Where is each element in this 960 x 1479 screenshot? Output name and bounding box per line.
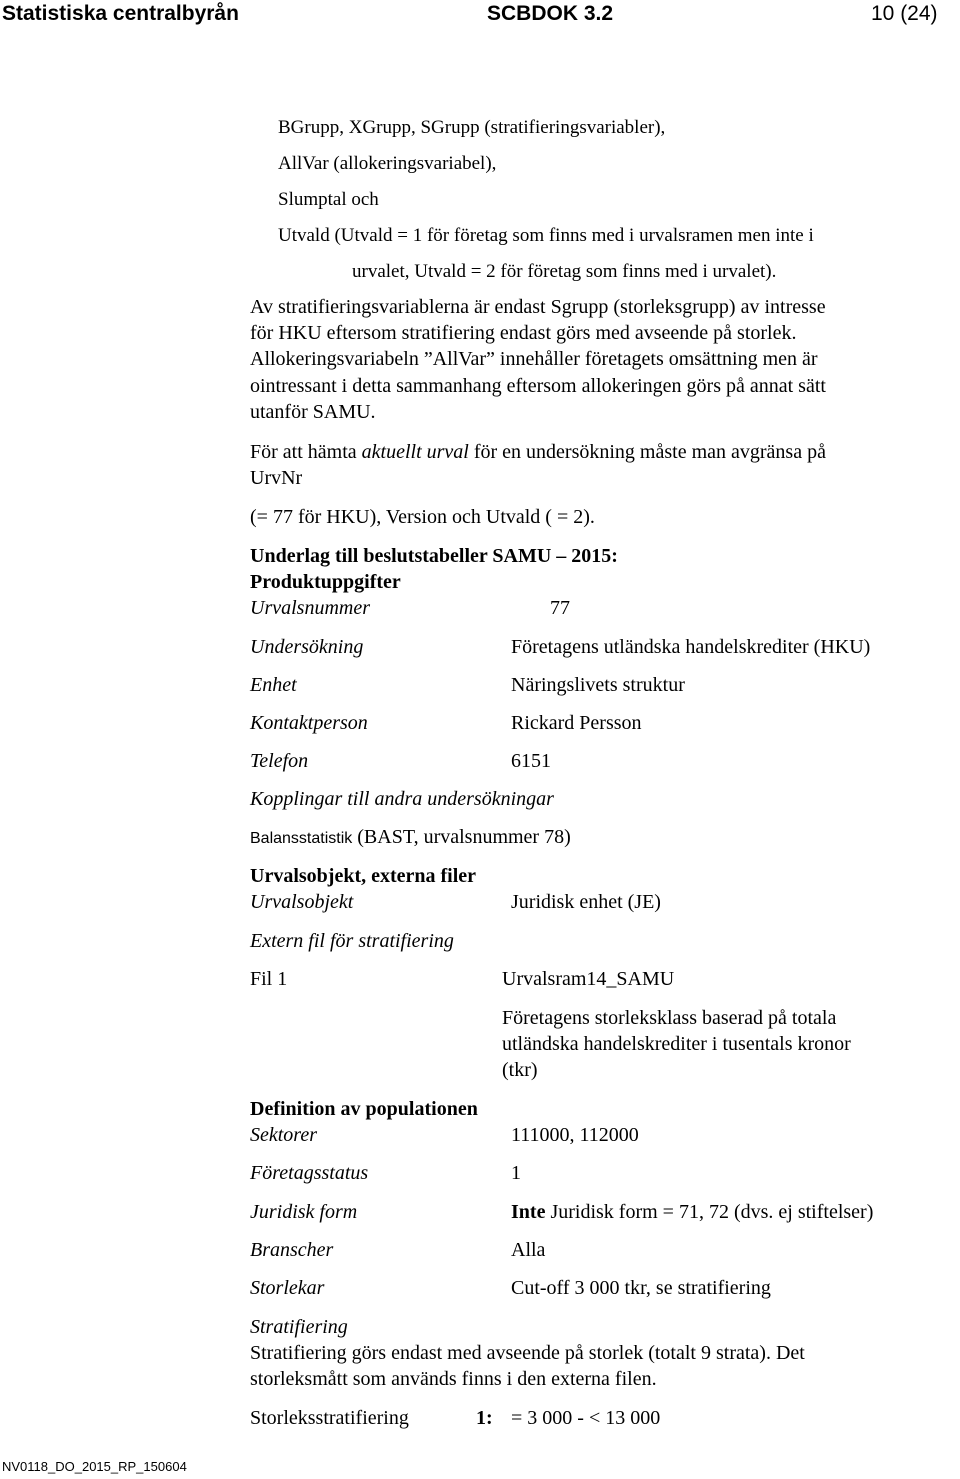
- section1-title-1: Underlag till beslutstabeller SAMU – 2015:: [250, 545, 618, 567]
- fil-1-value: Urvalsram14_SAMU: [502, 968, 675, 990]
- stratifiering-line-2: storleksmått som används finns i den externa filen.: [250, 1368, 657, 1390]
- undersokning-label: Undersökning: [250, 636, 364, 658]
- sektorer-value: 111000, 112000: [511, 1124, 639, 1146]
- section3-title: Definition av populationen: [250, 1098, 478, 1120]
- branscher-value: Alla: [511, 1239, 546, 1261]
- urvalsobjekt-value: Juridisk enhet (JE): [511, 891, 661, 913]
- storlekar-value: Cut-off 3 000 tkr, se stratifiering: [511, 1277, 771, 1299]
- branscher-label: Branscher: [250, 1239, 334, 1261]
- sektorer-label: Sektorer: [250, 1124, 318, 1146]
- bast-line: Balansstatistik (BAST, urvalsnummer 78): [250, 826, 571, 848]
- stratifiering-label: Stratifiering: [250, 1316, 348, 1338]
- foretagsstatus-label: Företagsstatus: [250, 1162, 369, 1184]
- section2-title: Urvalsobjekt, externa filer: [250, 865, 477, 887]
- fil-desc-line-1: Företagens storleksklass baserad på totala: [502, 1007, 837, 1029]
- header-doc-id: SCBDOK 3.2: [487, 2, 614, 25]
- storlekar-label: Storlekar: [250, 1277, 325, 1299]
- kontaktperson-label: Kontaktperson: [250, 712, 368, 734]
- footer-doc-code: NV0118_DO_2015_RP_150604: [2, 1459, 187, 1474]
- variable-line-4b: urvalet, Utvald = 2 för företag som finns med i urvalet).: [352, 261, 777, 282]
- telefon-label: Telefon: [250, 750, 309, 772]
- juridisk-form-label: Juridisk form: [250, 1201, 358, 1223]
- para3-line-1: För att hämta aktuellt urval för en undersökning måste man avgränsa på: [250, 441, 826, 463]
- header-page-number: 10 (24): [871, 2, 938, 25]
- em-aktuellt-urval: aktuellt urval: [361, 441, 469, 463]
- para1-line-1: Av stratifieringsvariablerna är endast Sgrupp (storleksgrupp) av intresse: [250, 296, 826, 318]
- undersokning-value: Företagens utländska handelskrediter (HKU): [511, 636, 871, 658]
- urvalsobjekt-label: Urvalsobjekt: [250, 891, 354, 913]
- telefon-value: 6151: [511, 750, 551, 772]
- fil-1-label: Fil 1: [250, 968, 288, 990]
- para2-line-2: ointressant i detta sammanhang eftersom allokeringen görs på annat sätt: [250, 375, 826, 397]
- para2-line-3: utanför SAMU.: [250, 401, 376, 423]
- kopplingar-label: Kopplingar till andra undersökningar: [250, 788, 554, 810]
- para3-line-3: (= 77 för HKU), Version och Utvald ( = 2).: [250, 506, 595, 528]
- para3-line-2: UrvNr: [250, 467, 303, 489]
- storleksstratifiering-number: 1:: [476, 1407, 493, 1429]
- urvalsnummer-label: Urvalsnummer: [250, 597, 370, 619]
- kontaktperson-value: Rickard Persson: [511, 712, 642, 734]
- urvalsnummer-value: 77: [550, 597, 570, 619]
- header-org: Statistiska centralbyrån: [2, 2, 239, 25]
- variable-line-1: BGrupp, XGrupp, SGrupp (stratifieringsvariabler),: [278, 117, 666, 138]
- para1-line-2: för HKU eftersom stratifiering endast görs med avseende på storlek.: [250, 322, 797, 344]
- fil-desc-line-2: utländska handelskrediter i tusentals kronor: [502, 1033, 851, 1055]
- stratifiering-line-1: Stratifiering görs endast med avseende på storlek (totalt 9 strata). Det: [250, 1342, 805, 1364]
- juridisk-form-value: Inte Juridisk form = 71, 72 (dvs. ej stiftelser): [511, 1201, 874, 1223]
- storleksstratifiering-value: = 3 000 - < 13 000: [511, 1407, 661, 1429]
- variable-line-3: Slumptal och: [278, 189, 379, 210]
- enhet-label: Enhet: [250, 674, 297, 696]
- extern-fil-label: Extern fil för stratifiering: [250, 930, 454, 952]
- storleksstratifiering-label: Storleksstratifiering: [250, 1407, 409, 1429]
- variable-line-4a: Utvald (Utvald = 1 för företag som finns med i urvalsramen men inte i: [278, 225, 814, 246]
- foretagsstatus-value: 1: [511, 1162, 521, 1184]
- section1-title-2: Produktuppgifter: [250, 571, 401, 593]
- para2-line-1: Allokeringsvariabeln ”AllVar” innehåller företagets omsättning men är: [250, 348, 818, 370]
- variable-line-2: AllVar (allokeringsvariabel),: [278, 153, 497, 174]
- enhet-value: Näringslivets struktur: [511, 674, 685, 696]
- fil-desc-line-3: (tkr): [502, 1059, 538, 1081]
